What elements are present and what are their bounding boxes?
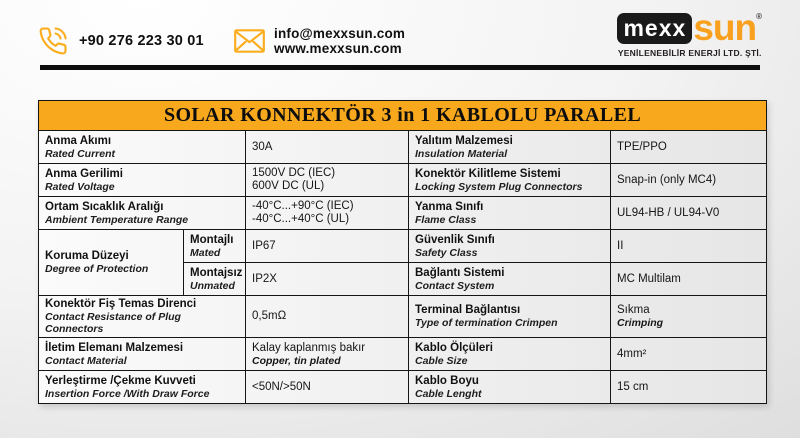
label-tr: Kablo Ölçüleri xyxy=(415,341,493,354)
spec-label-insertion-force xyxy=(39,371,246,404)
spec-label-rated-current xyxy=(39,131,246,164)
value-line: TPE/PPO xyxy=(617,140,667,153)
spec-value xyxy=(246,164,409,197)
label-en: Insertion Force /With Draw Force xyxy=(45,387,210,400)
table-row xyxy=(39,164,767,197)
table-row xyxy=(39,230,767,263)
email-lines xyxy=(274,26,405,56)
label-en: Cable Size xyxy=(415,354,468,367)
email-contact[interactable] xyxy=(234,26,405,56)
spec-value xyxy=(246,296,409,338)
spec-label-termination-type xyxy=(409,296,611,338)
phone-number[interactable]: +90 276 223 30 01 xyxy=(79,33,204,49)
spec-label-safety-class xyxy=(409,230,611,263)
table-title-row xyxy=(39,101,767,131)
spec-sublabel-mated xyxy=(184,230,246,263)
spec-label-contact-resistance xyxy=(39,296,246,338)
label-en: Degree of Protection xyxy=(45,263,149,275)
label-tr: Konektör Kilitleme Sistemi xyxy=(415,167,561,180)
label-tr: Yanma Sınıfı xyxy=(415,200,484,213)
logo-sun-text: sun xyxy=(693,7,757,48)
value-line: IP67 xyxy=(252,239,276,252)
label-tr: Güvenlik Sınıfı xyxy=(415,233,495,246)
label-tr: Kablo Boyu xyxy=(415,374,479,387)
spec-value xyxy=(611,164,767,197)
spec-value xyxy=(611,230,767,263)
spec-value xyxy=(246,230,409,263)
spec-label-temperature-range xyxy=(39,197,246,230)
website-url[interactable]: www.mexxsun.com xyxy=(274,41,402,56)
value-line: 0,5mΩ xyxy=(252,310,287,322)
label-en: Type of termination Crimpen xyxy=(415,317,558,329)
label-en: Safety Class xyxy=(415,246,478,259)
table-row xyxy=(39,338,767,371)
registered-mark-icon: ® xyxy=(756,12,762,21)
label-tr: Ortam Sıcaklık Aralığı xyxy=(45,200,164,213)
label-tr: Anma Akımı xyxy=(45,134,112,147)
phone-contact[interactable] xyxy=(38,26,204,56)
value-line: 600V DC (UL) xyxy=(252,180,325,192)
value-line: 1500V DC (IEC) xyxy=(252,167,336,179)
table-row xyxy=(39,371,767,404)
label-tr: Montajlı xyxy=(190,233,234,246)
spec-label-contact-material xyxy=(39,338,246,371)
value-line: -40°C...+90°C (IEC) xyxy=(252,200,354,212)
spec-label-degree-of-protection xyxy=(39,230,184,296)
label-tr: Bağlantı Sistemi xyxy=(415,266,505,279)
spec-value xyxy=(246,197,409,230)
label-en: Unmated xyxy=(190,279,235,292)
value-line: 4mm² xyxy=(617,347,647,360)
label-tr: Koruma Düzeyi xyxy=(45,250,129,262)
value-line: Kalay kaplanmış bakır xyxy=(252,341,366,354)
label-en: Locking System Plug Connectors xyxy=(415,180,583,193)
label-tr: Anma Gerilimi xyxy=(45,167,123,180)
spec-label-cable-length xyxy=(409,371,611,404)
value-line: Copper, tin plated xyxy=(252,354,341,367)
spec-sublabel-unmated xyxy=(184,263,246,296)
header-divider xyxy=(40,65,760,70)
label-en: Rated Voltage xyxy=(45,180,115,193)
spec-label-cable-size xyxy=(409,338,611,371)
table-row xyxy=(39,296,767,338)
spec-value xyxy=(611,263,767,296)
logo-tagline: YENİLENEBİLİR ENERJİ LTD. ŞTİ. xyxy=(617,48,762,58)
mexxsun-logo xyxy=(617,7,762,58)
label-en: Contact System xyxy=(415,279,495,292)
spec-value xyxy=(246,131,409,164)
spec-label-rated-voltage xyxy=(39,164,246,197)
spec-table xyxy=(38,100,767,404)
label-tr: Konektör Fiş Temas Direnci xyxy=(45,298,197,310)
spec-label-contact-system xyxy=(409,263,611,296)
label-tr: İletim Elemanı Malzemesi xyxy=(45,341,184,354)
spec-label-flame-class xyxy=(409,197,611,230)
label-en: Contact Material xyxy=(45,354,127,367)
value-line: 30A xyxy=(252,140,273,153)
spec-value xyxy=(611,131,767,164)
value-line: MC Multilam xyxy=(617,272,681,285)
label-en: Ambient Temperature Range xyxy=(45,213,189,226)
value-line: -40°C...+40°C (UL) xyxy=(252,213,350,225)
spec-value xyxy=(611,338,767,371)
spec-value xyxy=(611,371,767,404)
table-title: SOLAR KONNEKTÖR 3 in 1 KABLOLU PARALEL xyxy=(39,101,767,131)
label-en: Contact Resistance of Plug Connectors xyxy=(45,311,181,335)
value-line: 15 cm xyxy=(617,380,649,393)
spec-label-locking-system xyxy=(409,164,611,197)
value-line: Crimping xyxy=(617,317,664,329)
spec-value xyxy=(611,197,767,230)
label-tr: Montajsız xyxy=(190,266,243,279)
label-en: Flame Class xyxy=(415,213,477,226)
value-line: IP2X xyxy=(252,272,277,285)
table-row xyxy=(39,197,767,230)
label-en: Cable Lenght xyxy=(415,387,482,400)
spec-value xyxy=(246,371,409,404)
spec-value xyxy=(611,296,767,338)
email-address[interactable]: info@mexxsun.com xyxy=(274,26,406,41)
label-tr: Yalıtım Malzemesi xyxy=(415,134,513,147)
value-line: <50N/>50N xyxy=(252,380,311,393)
value-line: Snap-in (only MC4) xyxy=(617,173,717,186)
label-en: Insulation Material xyxy=(415,147,508,160)
spec-label-insulation-material xyxy=(409,131,611,164)
email-icon xyxy=(234,29,265,53)
label-en: Rated Current xyxy=(45,147,116,160)
logo-mexx-badge: mexx xyxy=(617,13,692,44)
label-tr: Terminal Bağlantısı xyxy=(415,304,521,316)
label-en: Mated xyxy=(190,246,221,259)
value-line: UL94-HB / UL94-V0 xyxy=(617,206,720,219)
value-line: II xyxy=(617,239,624,252)
table-row xyxy=(39,131,767,164)
phone-icon xyxy=(38,26,68,56)
label-tr: Yerleştirme /Çekme Kuvveti xyxy=(45,374,196,387)
spec-value xyxy=(246,263,409,296)
value-line: Sıkma xyxy=(617,304,650,316)
spec-value xyxy=(246,338,409,371)
logo-wordmark xyxy=(617,7,762,48)
